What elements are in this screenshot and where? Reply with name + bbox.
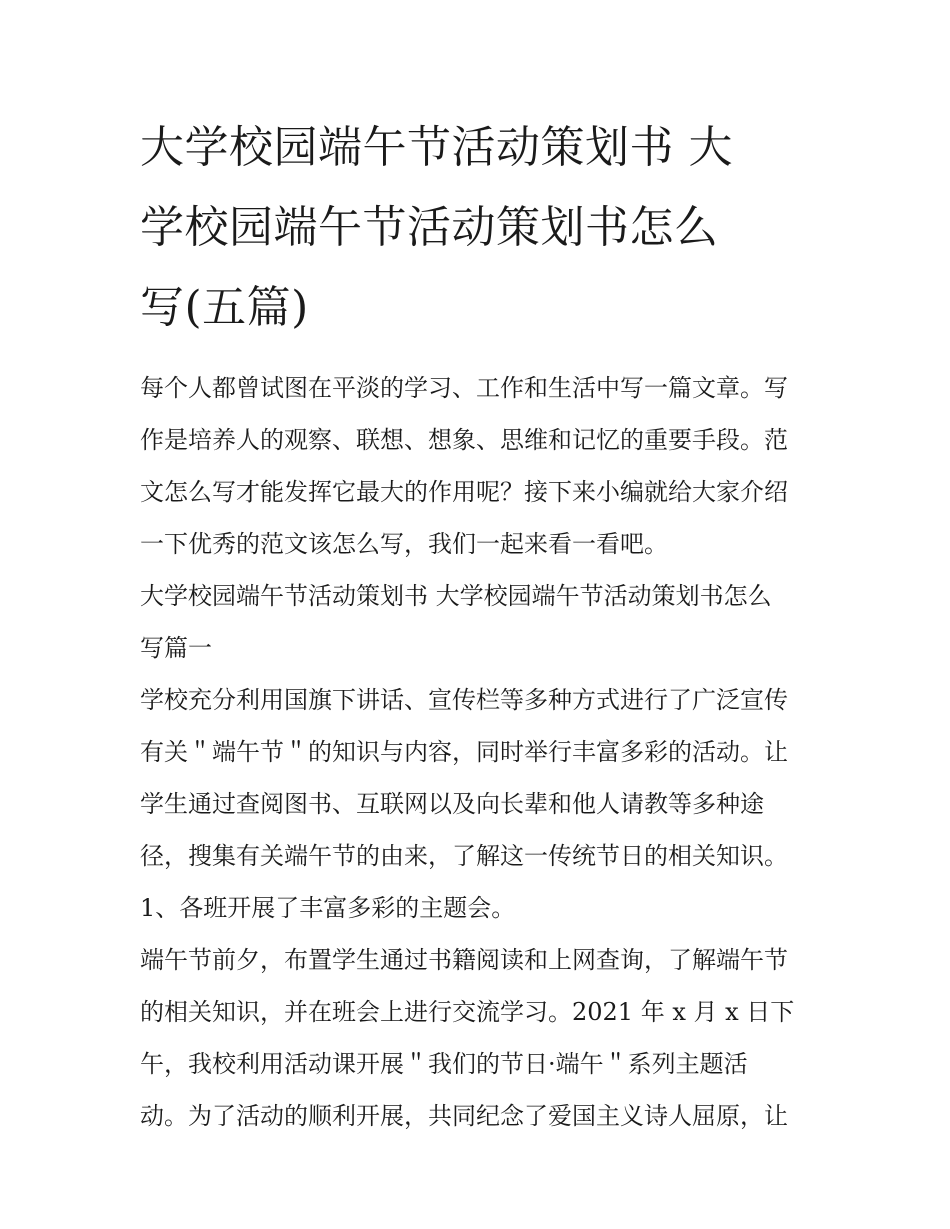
text-line: 文怎么写才能发挥它最大的作用呢？接下来小编就给大家介绍 — [140, 478, 788, 506]
title-line: 写(五篇) — [140, 282, 309, 333]
text-line: 一下优秀的范文该怎么写，我们一起来看一看吧。 — [140, 530, 668, 558]
document-title — [140, 108, 812, 348]
text-line: 动。为了活动的顺利开展，共同纪念了爱国主义诗人屈原，让 — [140, 1102, 788, 1130]
text-line: 的相关知识，并在班会上进行交流学习。2021 年 x 月 x 日下 — [140, 998, 795, 1026]
document-page — [140, 108, 812, 1142]
text-line: 每个人都曾试图在平淡的学习、工作和生活中写一篇文章。写 — [140, 374, 788, 402]
text-line: 写篇一 — [140, 634, 212, 662]
body-paragraph — [140, 674, 812, 882]
text-line: 学生通过查阅图书、互联网以及向长辈和他人请教等多种途 — [140, 790, 764, 818]
text-line: 径，搜集有关端午节的由来，了解这一传统节日的相关知识。 — [140, 842, 788, 870]
text-line: 大学校园端午节活动策划书 大学校园端午节活动策划书怎么 — [140, 582, 772, 610]
title-line: 大学校园端午节活动策划书 大 — [140, 122, 733, 173]
text-line: 端午节前夕，布置学生通过书籍阅读和上网查询，了解端午节 — [140, 946, 788, 974]
text-line: 作是培养人的观察、联想、想象、思维和记忆的重要手段。范 — [140, 426, 788, 454]
title-line: 学校园端午节活动策划书怎么 — [140, 202, 719, 253]
text-line: 午，我校利用活动课开展＂我们的节日·端午＂系列主题活 — [140, 1050, 748, 1078]
list-item — [140, 882, 812, 934]
section-heading — [140, 570, 812, 674]
text-line: 1、各班开展了丰富多彩的主题会。 — [140, 894, 516, 922]
intro-paragraph — [140, 362, 812, 570]
body-paragraph — [140, 934, 812, 1142]
text-line: 学校充分利用国旗下讲话、宣传栏等多种方式进行了广泛宣传 — [140, 686, 788, 714]
text-line: 有关＂端午节＂的知识与内容，同时举行丰富多彩的活动。让 — [140, 738, 788, 766]
